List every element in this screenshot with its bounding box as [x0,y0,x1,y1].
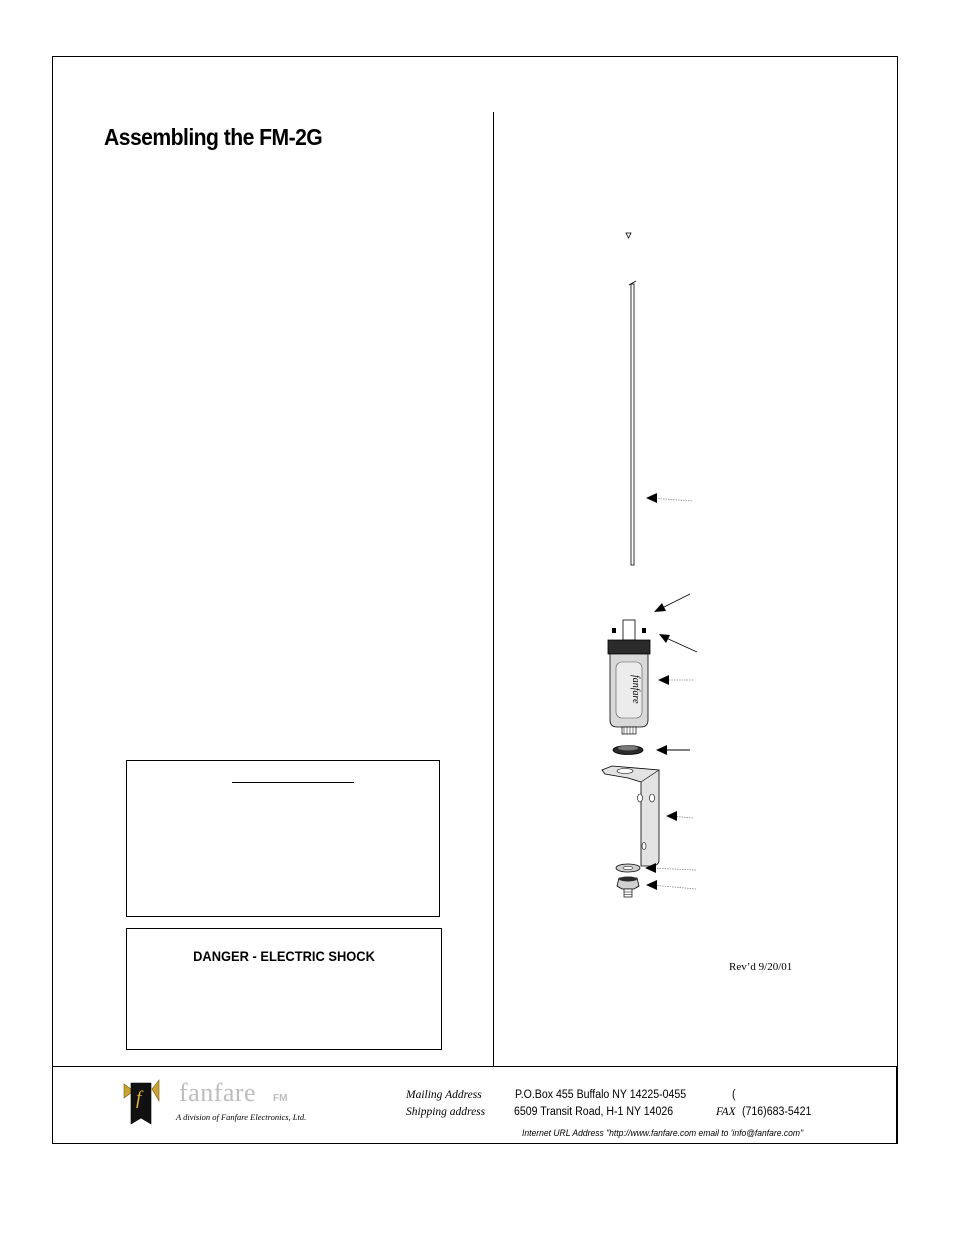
trumpet-emblem-icon [124,1080,159,1124]
tip-cap-icon [626,233,631,238]
mounting-nut-icon [617,877,639,898]
housing-brand-label: fanfare [630,675,641,704]
logo-fm-mark: FM [273,1093,288,1104]
whip-callout-arrow [646,493,692,503]
mailing-address-paren: ( [732,1089,736,1101]
gasket-callout-arrow [656,745,690,755]
division-tagline: A division of Fanfare Electronics, Ltd. [176,1112,307,1122]
base-housing-icon [608,620,650,734]
footer-right-border [896,1066,898,1144]
page-title: Assembling the FM-2G [104,124,323,150]
lock-washer-icon [616,864,640,872]
mailing-address-value: P.O.Box 455 Buffalo NY 14225-0455 [515,1089,687,1101]
housing-callout-arrow [658,675,693,685]
collar-callout-arrow [659,634,697,652]
danger-box [126,928,442,1050]
gasket-icon [613,746,643,755]
whip-rod-icon [629,281,636,565]
mailing-address-label: Mailing Address [406,1089,482,1101]
footer-divider [52,1066,898,1067]
notice-heading-underline [232,782,354,783]
column-divider [493,112,494,1066]
antenna-assembly-diagram [560,215,760,915]
internet-contact-line: Internet URL Address "http://www.fanfare.com email to 'info@fanfare.com'' [522,1128,804,1139]
fax-label: FAX [716,1106,736,1118]
shipping-address-label: Shipping address [406,1106,486,1118]
emblem-letter: f [136,1088,142,1109]
set-screw-callout-arrow [654,594,690,612]
revision-date: Rev’d 9/20/01 [729,961,793,973]
logo-wordmark: fanfare [179,1078,257,1107]
fax-number: (716)683-5421 [742,1106,812,1118]
nut-callout-arrow [646,880,696,890]
shipping-address-value: 6509 Transit Road, H-1 NY 14026 [514,1106,674,1118]
bracket-callout-arrow [666,811,693,821]
danger-heading: DANGER - ELECTRIC SHOCK [193,948,375,964]
notice-box [126,760,440,917]
l-bracket-icon [602,766,659,866]
